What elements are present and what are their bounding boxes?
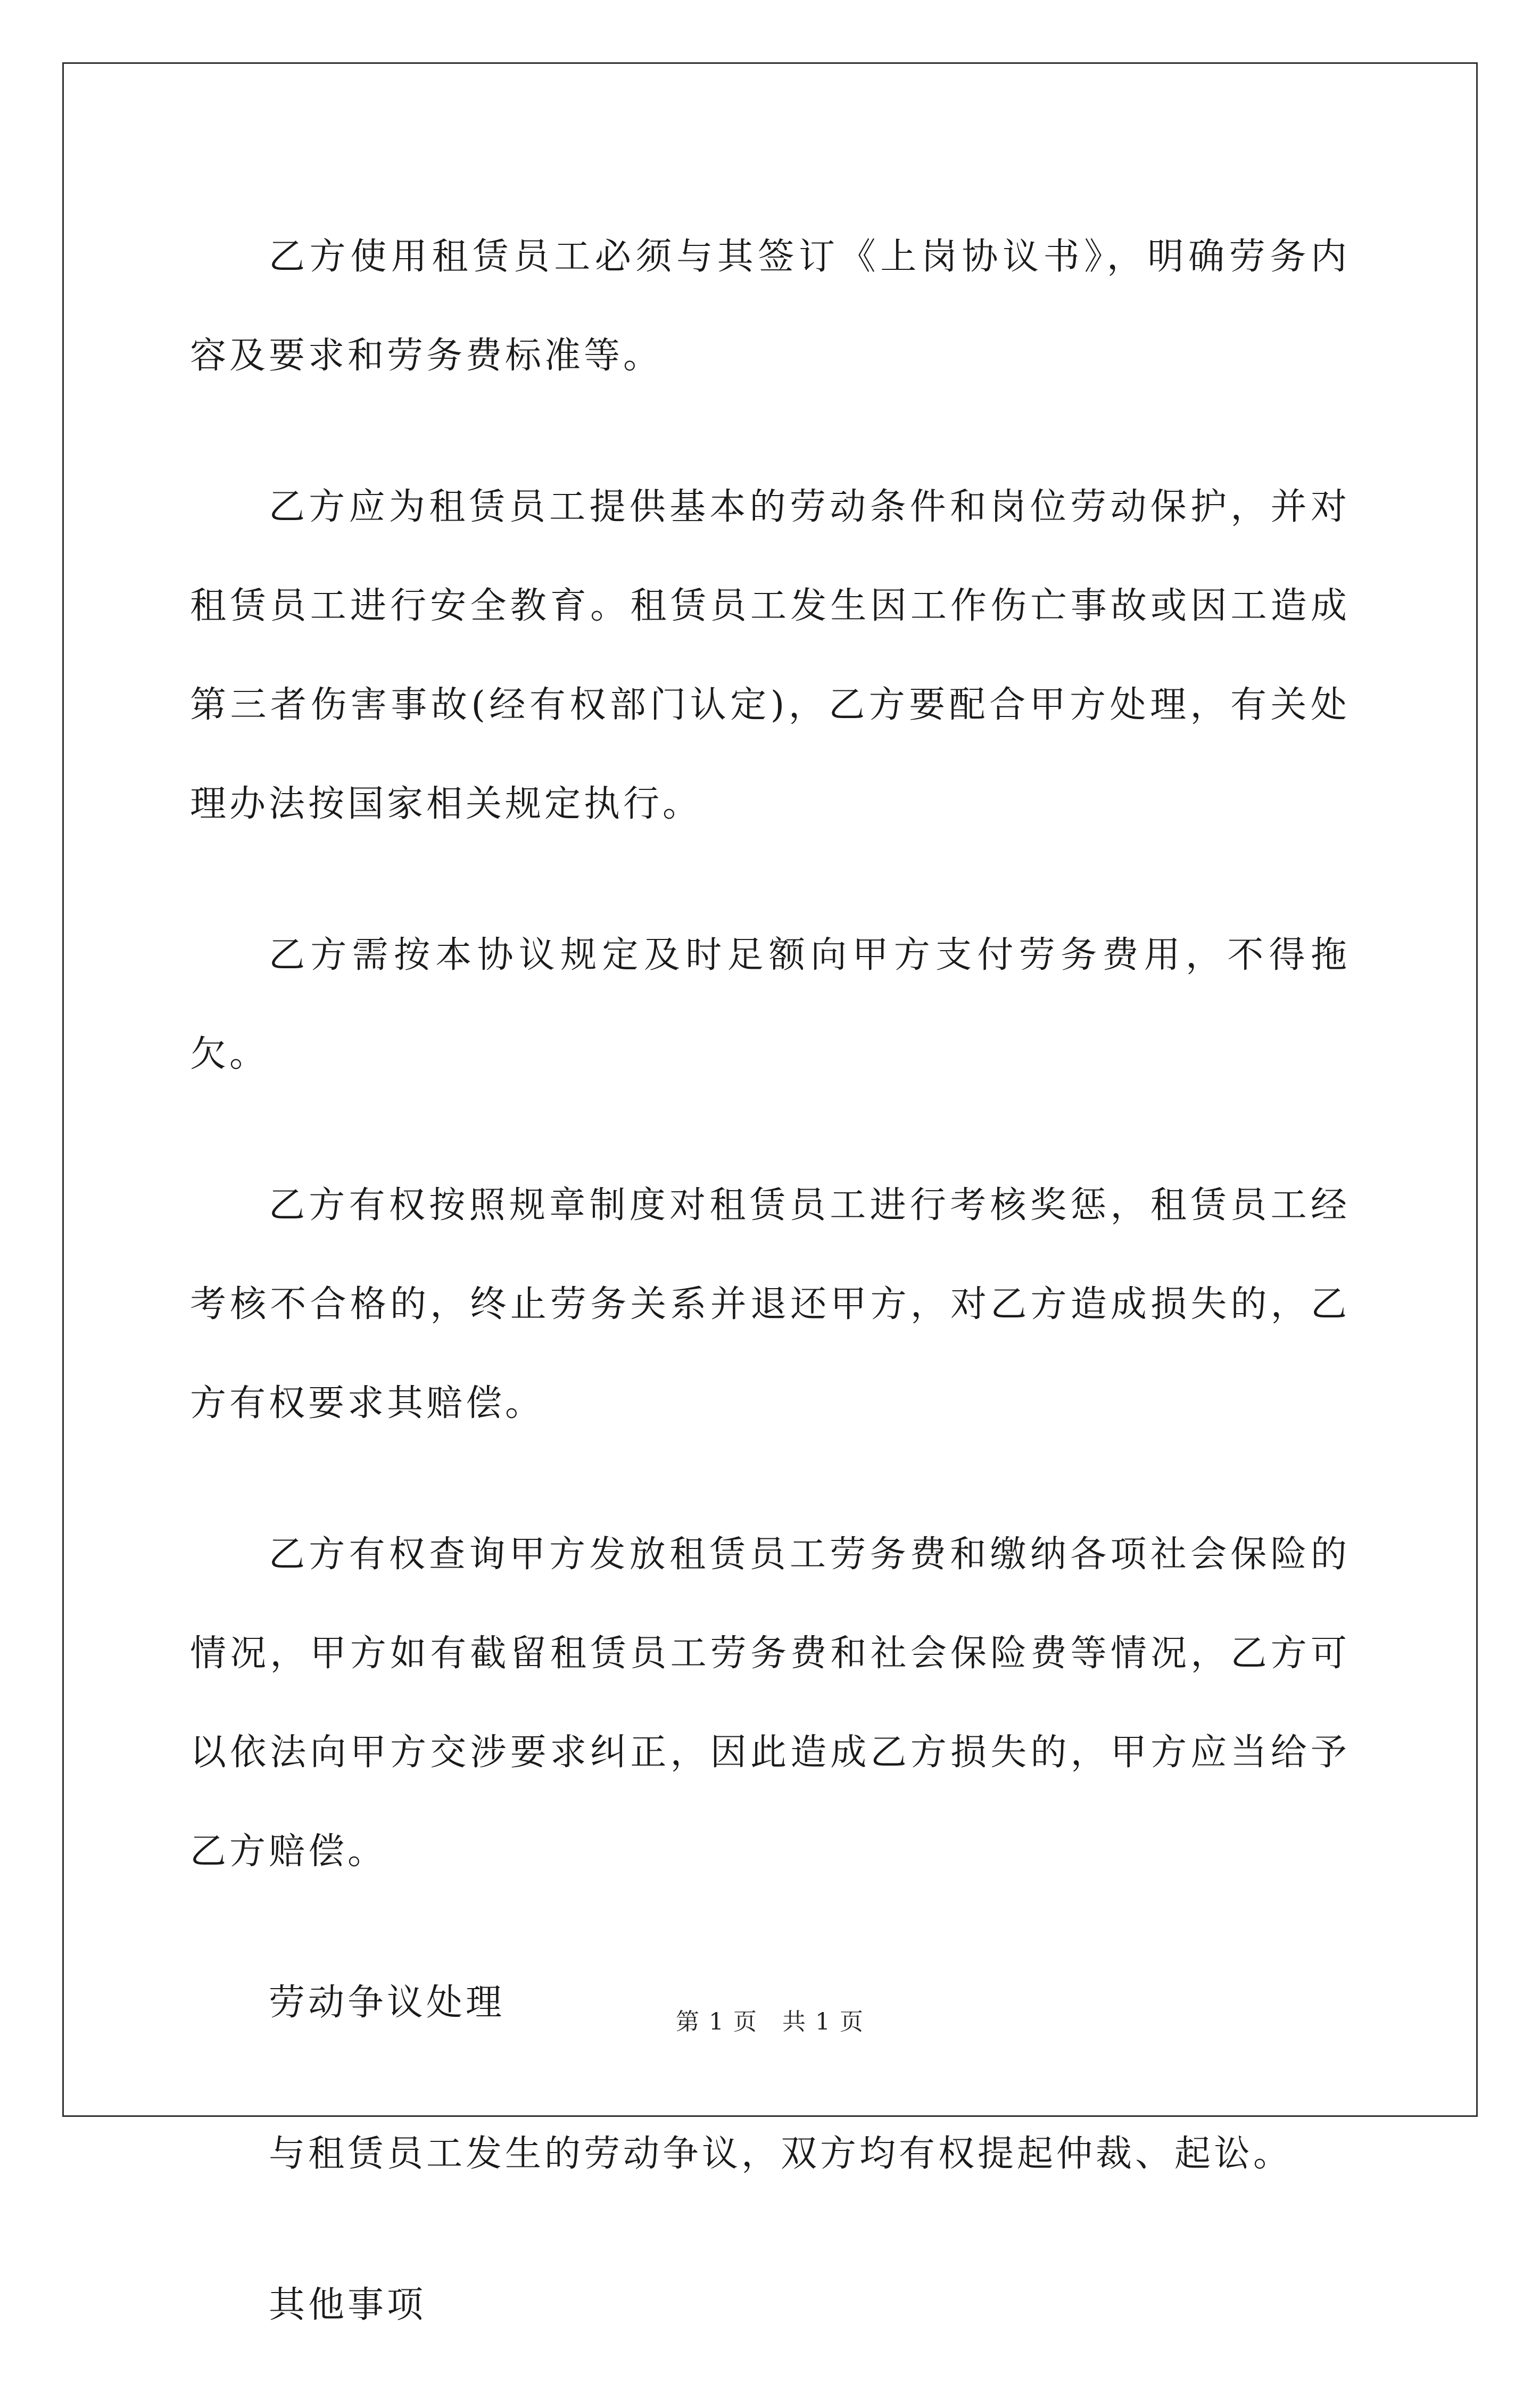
paragraph-2: 乙方应为租赁员工提供基本的劳动条件和岗位劳动保护，并对租赁员工进行安全教育。租赁员工发生因工作伤亡事故或因工造成第三者伤害事故(经有权部门认定)，乙方要配合甲方处理，有关处理办法按国家相关规定执行。 [190,486,1350,825]
paragraph-4: 乙方有权按照规章制度对租赁员工进行考核奖惩，租赁员工经考核不合格的，终止劳务关系并退还甲方，对乙方造成损失的，乙方有权要求其赔偿。 [190,1184,1350,1424]
document-body [190,208,1350,2407]
paragraph-1: 乙方使用租赁员工必须与其签订《上岗协议书》，明确劳务内容及要求和劳务费标准等。 [190,236,1350,377]
section-heading-other: 其他事项 [269,2284,427,2326]
section-heading-dispute: 劳动争议处理 [269,1982,506,2024]
paragraph-6: 与租赁员工发生的劳动争议，双方均有权提起仲裁、起讼。 [269,2133,1293,2175]
paragraph-3: 乙方需按本协议规定及时足额向甲方支付劳务费用，不得拖欠。 [190,934,1350,1075]
paragraph-5: 乙方有权查询甲方发放租赁员工劳务费和缴纳各项社会保险的情况，甲方如有截留租赁员工劳务费和社会保险费等情况，乙方可以依法向甲方交涉要求纠正，因此造成乙方损失的，甲方应当给予乙方赔偿。 [190,1534,1350,1873]
page-number-footer: 第 1 页 共 1 页 [676,2008,864,2035]
